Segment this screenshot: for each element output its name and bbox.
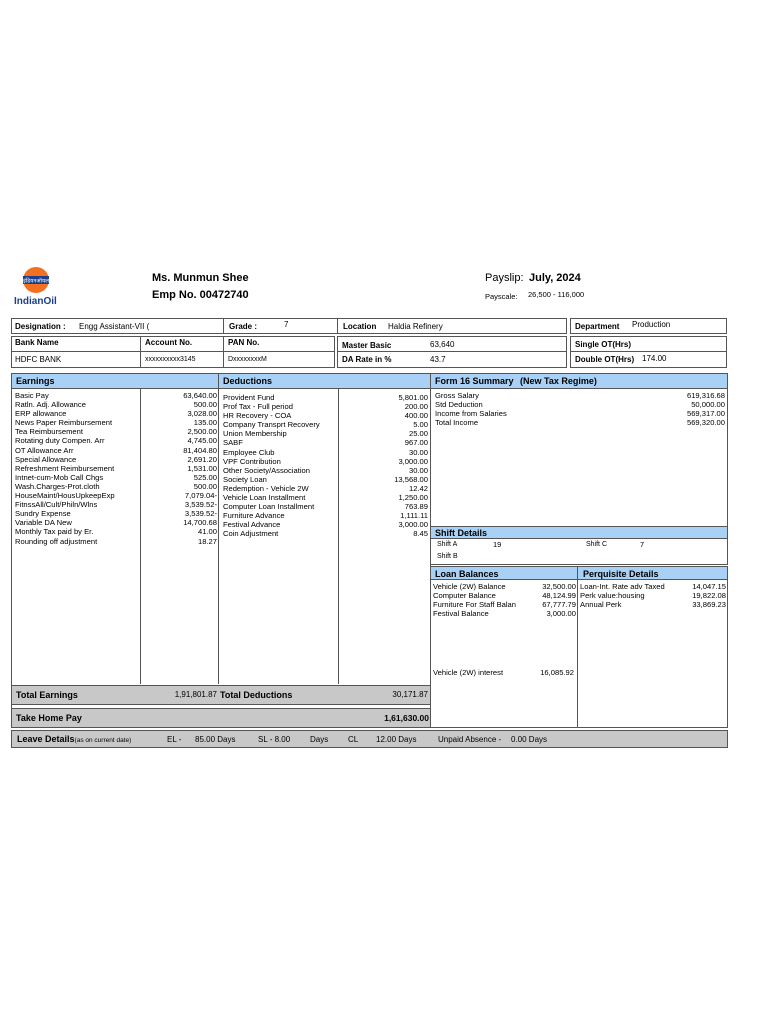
earning-label: Sundry Expense xyxy=(15,509,71,519)
earning-label: OT Allowance Arr xyxy=(15,445,74,455)
deduction-amount: 200.00 xyxy=(404,402,428,412)
loan-item-amount: 3,000.00 xyxy=(546,609,576,619)
department-cell xyxy=(570,318,727,334)
earning-label: Basic Pay xyxy=(15,391,49,400)
earning-amount: 18.27 xyxy=(197,536,217,546)
deduction-amount: 30.00 xyxy=(408,447,428,457)
deduction-amount: 13,568.00 xyxy=(394,474,428,484)
form16-item-amount: 50,000.00 xyxy=(691,400,725,410)
leave-subtitle: (as on current date) xyxy=(74,737,132,744)
earning-label: ERP allowance xyxy=(15,409,67,419)
location-value: Haldia Refinery xyxy=(388,322,443,331)
total-earnings-label: Total Earnings xyxy=(16,690,78,700)
earnings-labels xyxy=(15,391,139,546)
earning-amount: 525.00 xyxy=(193,472,217,482)
deduction-amount: 12.42 xyxy=(408,483,428,493)
earning-amount: 41.00 xyxy=(197,527,217,537)
loan-item-label: Furniture For Staff Balan xyxy=(433,600,517,610)
department-value: Production xyxy=(632,320,671,329)
master-basic-value: 63,640 xyxy=(430,340,455,349)
deduction-amount: 1,111.11 xyxy=(400,511,428,521)
deduction-amount: 763.89 xyxy=(404,502,428,512)
total-deductions-value: 30,171.87 xyxy=(392,690,428,699)
deduction-label: SABF xyxy=(223,438,243,448)
deductions-labels xyxy=(223,393,337,539)
form16-item-label: Std Deduction xyxy=(435,400,483,410)
company-logo xyxy=(14,266,62,312)
earning-label: Rounding off adjustment xyxy=(15,536,98,546)
earning-amount: 2,691.20 xyxy=(187,454,217,464)
pan-value: DxxxxxxxxM xyxy=(228,356,267,363)
earning-amount: 500.00 xyxy=(193,400,217,410)
deduction-label: Employee Club xyxy=(223,447,275,457)
el-value: 85.00 Days xyxy=(195,735,236,744)
account-value: xxxxxxxxxx3145 xyxy=(145,356,196,363)
cl-label: CL xyxy=(348,735,359,744)
double-ot-label: Double OT(Hrs) xyxy=(575,355,635,364)
vehicle-interest-label: Vehicle (2W) interest xyxy=(433,668,504,677)
earning-amount: 81,404.80 xyxy=(183,445,217,455)
deduction-amount: 5.00 xyxy=(413,420,428,430)
form16-item-amount: 569,320.00 xyxy=(686,418,725,428)
unpaid-label: Unpaid Absence - xyxy=(438,735,502,744)
deduction-label: Society Loan xyxy=(223,474,267,484)
form16-amounts xyxy=(620,391,725,427)
da-rate-value: 43.7 xyxy=(430,355,446,364)
department-label: Department xyxy=(575,322,620,331)
designation-cell xyxy=(11,318,224,334)
earning-label: Refreshment Reimbursement xyxy=(15,463,115,473)
location-label: Location xyxy=(343,322,377,331)
loan-item-label: Festival Balance xyxy=(433,609,489,619)
employee-name: Ms. Munmun Shee xyxy=(152,272,249,284)
deduction-amount: 967.00 xyxy=(404,438,428,448)
deduction-label: Company Transprt Recovery xyxy=(223,420,320,430)
earnings-amounts xyxy=(141,391,217,546)
earning-amount: 2,500.00 xyxy=(187,427,217,437)
earning-label: Rotating duty Compen. Arr xyxy=(15,436,105,446)
earning-amount: 500.00 xyxy=(193,481,217,491)
cl-value: 12.00 Days xyxy=(376,735,417,744)
shift-a-label: Shift A xyxy=(437,541,458,548)
shift-b-label: Shift B xyxy=(437,553,458,560)
loan-item-amount: 67,777.79 xyxy=(542,600,576,610)
loan-labels xyxy=(433,582,538,618)
earning-amount: 7,079.04- xyxy=(184,491,217,501)
perquisite-header: Perquisite Details xyxy=(577,566,728,580)
employee-number: Emp No. 00472740 xyxy=(152,289,249,301)
form16-labels xyxy=(435,391,585,427)
designation-value: Engg Assistant-VII ( xyxy=(79,322,150,331)
take-home-value: 1,61,630.00 xyxy=(384,713,429,723)
earning-label: HouseMaint/HousUpkeepExp xyxy=(15,491,115,501)
deduction-amount: 25.00 xyxy=(408,429,428,439)
deduction-amount: 30.00 xyxy=(408,465,428,475)
form16-item-label: Total Income xyxy=(435,418,479,428)
earning-label: Wash.Charges-Prot.cloth xyxy=(15,481,100,491)
deductions-amounts xyxy=(339,393,428,539)
perquisite-amounts xyxy=(670,582,726,609)
deductions-header: Deductions xyxy=(218,373,431,389)
shift-panel xyxy=(430,538,728,565)
payslip-month: July, 2024 xyxy=(529,272,581,284)
shift-c-value: 7 xyxy=(640,540,645,549)
pan-label: PAN No. xyxy=(228,338,260,347)
grade-value: 7 xyxy=(284,320,289,329)
vehicle-interest-value: 16,085.92 xyxy=(540,668,574,677)
earning-label: Variable DA New xyxy=(15,518,72,528)
leave-title: Leave Details xyxy=(17,734,75,744)
location-cell xyxy=(337,318,567,334)
svg-text:इंडियनऑयल: इंडियनऑयल xyxy=(23,278,49,285)
account-label: Account No. xyxy=(145,338,193,347)
earning-label: News Paper Reimbursement xyxy=(15,418,113,428)
earning-amount: 3,028.00 xyxy=(187,409,217,419)
deduction-label: Prof Tax - Full period xyxy=(223,402,293,412)
deduction-amount: 400.00 xyxy=(404,411,428,421)
leave-label xyxy=(17,734,131,744)
indianoil-logo-icon xyxy=(21,266,51,294)
take-home-label: Take Home Pay xyxy=(16,713,82,723)
shift-c-label: Shift C xyxy=(586,541,608,548)
payscale-value: 26,500 - 116,000 xyxy=(528,290,585,299)
perquisite-item-amount: 33,869.23 xyxy=(692,600,726,610)
earnings-header: Earnings xyxy=(11,373,219,389)
deduction-amount: 3,000.00 xyxy=(398,456,428,466)
grade-label: Grade : xyxy=(229,322,258,331)
deduction-label: Redemption - Vehicle 2W xyxy=(223,483,309,493)
perquisite-item-amount: 14,047.15 xyxy=(692,582,726,591)
total-deductions-label: Total Deductions xyxy=(220,690,293,700)
earning-amount: 14,700.68 xyxy=(183,518,217,528)
deduction-amount: 8.45 xyxy=(413,529,428,539)
deduction-label: Vehicle Loan Installment xyxy=(223,493,306,503)
perquisite-item-label: Loan-Int. Rate adv Taxed xyxy=(580,582,665,591)
form16-item-label: Gross Salary xyxy=(435,391,479,400)
bank-name-label: Bank Name xyxy=(15,338,59,347)
loan-amounts xyxy=(530,582,576,618)
earning-label: Tea Reimbursement xyxy=(15,427,83,437)
deduction-label: Festival Advance xyxy=(223,520,281,530)
deduction-label: Computer Loan Installment xyxy=(223,502,315,512)
shift-a-value: 19 xyxy=(493,540,502,549)
master-basic-label: Master Basic xyxy=(342,341,392,350)
deduction-amount: 5,801.00 xyxy=(398,393,428,402)
deduction-label: HR Recovery - COA xyxy=(223,411,292,421)
payslip-label: Payslip: xyxy=(485,272,524,284)
logo-text: IndianOil xyxy=(14,296,57,307)
form16-item-amount: 569,317.00 xyxy=(686,409,725,419)
single-ot-label: Single OT(Hrs) xyxy=(575,340,632,349)
earning-label: Monthly Tax paid by Er. xyxy=(15,527,94,537)
designation-label: Designation : xyxy=(15,322,66,331)
shift-header: Shift Details xyxy=(430,526,728,539)
deduction-amount: 1,250.00 xyxy=(398,493,428,503)
unpaid-value: 0.00 Days xyxy=(511,735,548,744)
deduction-label: VPF Contribution xyxy=(223,456,281,466)
earning-amount: 63,640.00 xyxy=(183,391,217,400)
perquisite-item-label: Annual Perk xyxy=(580,600,622,610)
earning-label: Special Allowance xyxy=(15,454,77,464)
earning-amount: 3,539.52- xyxy=(184,500,217,510)
earning-amount: 3,539.52- xyxy=(184,509,217,519)
deduction-label: Coin Adjustment xyxy=(223,529,279,539)
earning-label: Intnet-cum-Mob Call Chgs xyxy=(15,472,104,482)
earning-amount: 4,745.00 xyxy=(187,436,217,446)
deduction-label: Provident Fund xyxy=(223,393,275,402)
da-rate-label: DA Rate in % xyxy=(342,355,392,364)
form16-item-amount: 619,316.68 xyxy=(686,391,725,400)
earning-amount: 135.00 xyxy=(193,418,217,428)
loan-item-label: Vehicle (2W) Balance xyxy=(433,582,506,591)
grade-cell xyxy=(223,318,338,334)
payscale-label: Payscale: xyxy=(485,292,518,301)
perquisite-item-label: Perk value:housing xyxy=(580,591,645,601)
el-label: EL - xyxy=(167,735,182,744)
earning-amount: 1,531.00 xyxy=(187,463,217,473)
double-ot-value: 174.00 xyxy=(642,354,667,363)
form16-regime: (New Tax Regime) xyxy=(520,376,597,386)
perquisite-item-amount: 19,822.08 xyxy=(692,591,726,601)
form16-header xyxy=(430,373,728,389)
total-earnings-value: 1,91,801.87 xyxy=(174,690,217,699)
earning-label: Ratln. Adj. Allowance xyxy=(15,400,86,410)
loan-item-label: Computer Balance xyxy=(433,591,496,601)
loan-header: Loan Balances xyxy=(430,566,578,580)
deduction-label: Union Membership xyxy=(223,429,287,439)
deduction-label: Other Society/Association xyxy=(223,465,310,475)
sl-days: Days xyxy=(310,735,329,744)
bank-name-value: HDFC BANK xyxy=(15,355,62,364)
loan-item-amount: 32,500.00 xyxy=(542,582,576,591)
earning-label: FitnssAll/Cult/Philn/Wlns xyxy=(15,500,98,510)
deduction-label: Furniture Advance xyxy=(223,511,285,521)
sl-label: SL - 8.00 xyxy=(258,735,291,744)
deduction-amount: 3,000.00 xyxy=(398,520,428,530)
form16-item-label: Income from Salaries xyxy=(435,409,507,419)
loan-item-amount: 48,124.99 xyxy=(542,591,576,601)
form16-title: Form 16 Summary xyxy=(435,376,514,386)
